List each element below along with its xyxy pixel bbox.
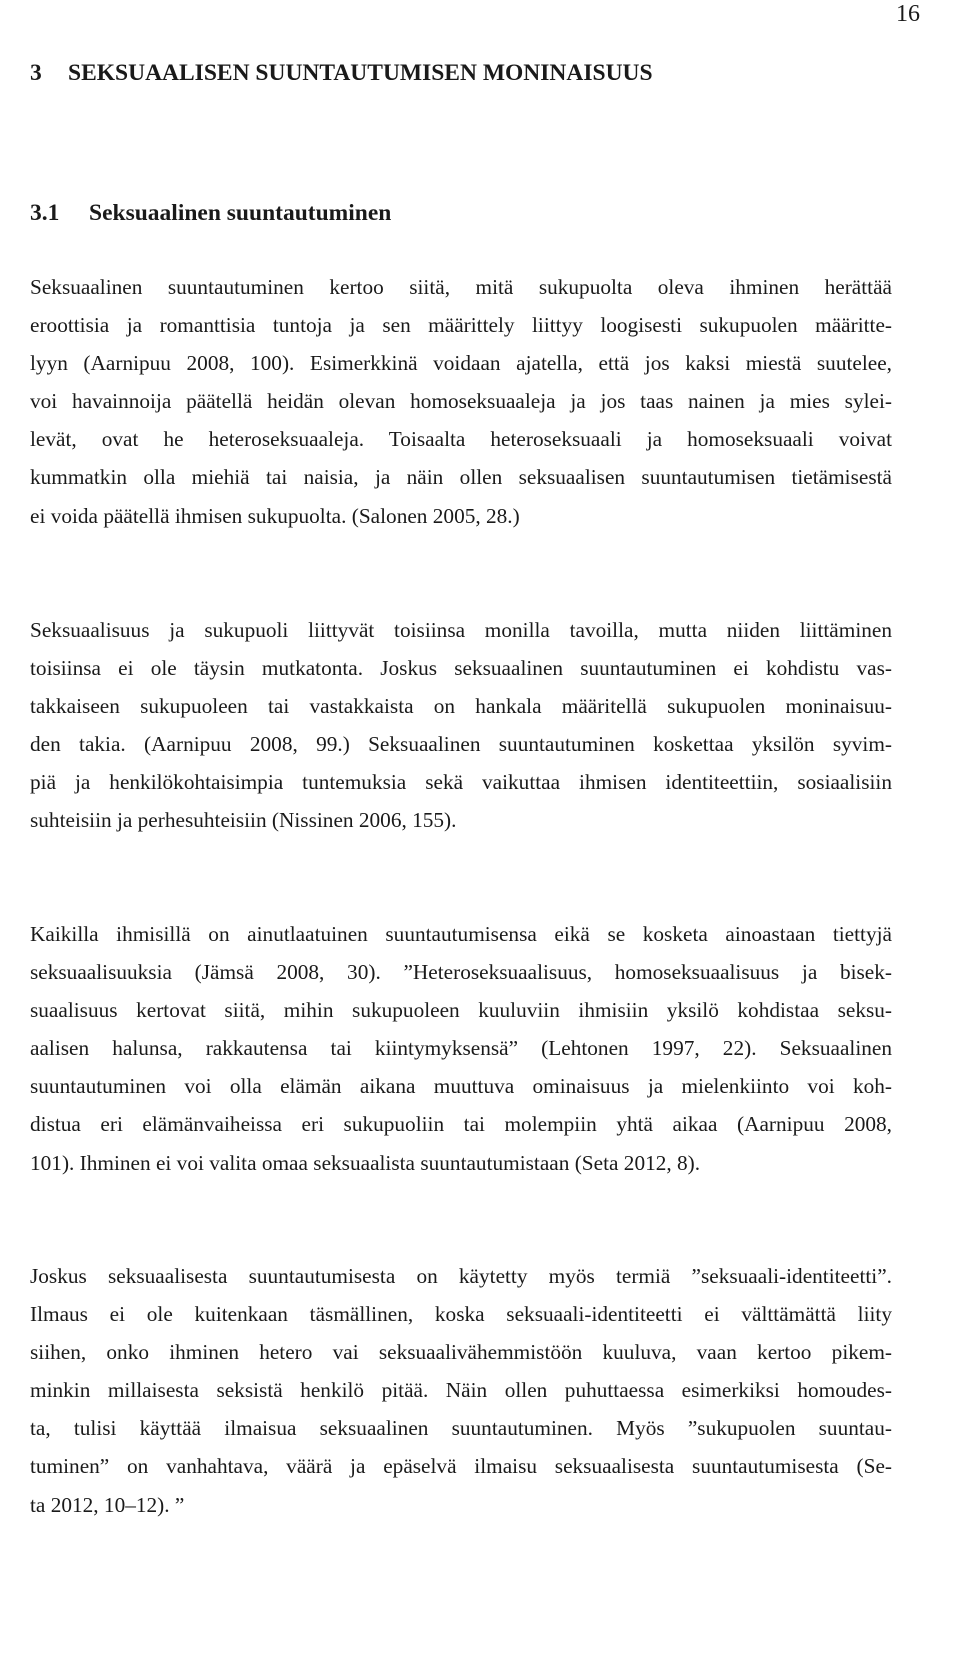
text-line: voi havainnoija päätellä heidän olevan homoseksuaaleja ja jos taas nainen ja mies sylei- xyxy=(30,389,892,414)
text-line: lyyn (Aarnipuu 2008, 100). Esimerkkinä voidaan ajatella, että jos kaksi miestä suutelee, xyxy=(30,351,892,376)
text-line: suhteisiin ja perhesuhteisiin (Nissinen 2006, 155). xyxy=(30,808,457,833)
text-line: takkaiseen sukupuoleen tai vastakkaista on hankala määritellä sukupuolen moninaisuu- xyxy=(30,694,892,719)
text-line: Kaikilla ihmisillä on ainutlaatuinen suuntautumisensa eikä se kosketa ainoastaan tiettyjä xyxy=(30,922,892,946)
text-line: kummatkin olla miehiä tai naisia, ja näin ollen seksuaalisen suuntautumisen tietämisestä xyxy=(30,465,892,490)
text-line: tuminen” on vanhahtava, väärä ja epäselvä ilmaisu seksuaalisesta suuntautumisesta (Se- xyxy=(30,1454,892,1479)
text-line: ei voida päätellä ihmisen sukupuolta. (Salonen 2005, 28.) xyxy=(30,503,520,528)
text-line: suuntautuminen voi olla elämän aikana muuttuva ominaisuus ja mielenkiinto voi koh- xyxy=(30,1074,892,1099)
text-line: seksuaalisuuksia (Jämsä 2008, 30). ”Heteroseksuaalisuus, homoseksuaalisuus ja bisek- xyxy=(30,960,892,985)
chapter-number: 3 xyxy=(30,60,42,86)
paragraph-3 xyxy=(30,915,892,1182)
text-line: distua eri elämänvaiheissa eri sukupuoliin tai molempiin yhtä aikaa (Aarnipuu 2008, xyxy=(30,1112,892,1137)
paragraph-4 xyxy=(30,1257,892,1524)
text-line: suaalisuus kertovat siitä, mihin sukupuoleen kuuluviin ihmisiin yksilö kohdistaa seksu- xyxy=(30,998,892,1023)
text-line: den takia. (Aarnipuu 2008, 99.) Seksuaalinen suuntautuminen koskettaa yksilön syvim- xyxy=(30,732,892,757)
text-line: toisiinsa ei ole täysin mutkatonta. Joskus seksuaalinen suuntautuminen ei kohdistu vas- xyxy=(30,656,892,681)
section-heading xyxy=(30,198,391,228)
chapter-heading xyxy=(30,58,653,88)
chapter-title: SEKSUAALISEN SUUNTAUTUMISEN MONINAISUUS xyxy=(68,60,653,86)
text-line: minkin millaisesta seksistä henkilö pitää. Näin ollen puhuttaessa esimerkiksi homoudes- xyxy=(30,1378,892,1403)
text-line: ta 2012, 10–12). ” xyxy=(30,1492,185,1517)
section-number: 3.1 xyxy=(30,200,60,226)
text-line: siihen, onko ihminen hetero vai seksuaalivähemmistöön kuuluva, vaan kertoo pikem- xyxy=(30,1340,892,1365)
text-line: levät, ovat he heteroseksuaaleja. Toisaalta heteroseksuaali ja homoseksuaali voivat xyxy=(30,427,892,452)
text-line: aalisen halunsa, rakkautensa tai kiintymyksensä” (Lehtonen 1997, 22). Seksuaalinen xyxy=(30,1036,892,1061)
text-line: eroottisia ja romanttisia tuntoja ja sen määrittely liittyy loogisesti sukupuolen määritte- xyxy=(30,313,892,338)
paragraph-2 xyxy=(30,611,892,840)
page-number: 16 xyxy=(896,1,920,27)
paragraph-1 xyxy=(30,268,892,535)
text-line: Seksuaalisuus ja sukupuoli liittyvät toisiinsa monilla tavoilla, mutta niiden liittäminen xyxy=(30,618,892,642)
text-line: Joskus seksuaalisesta suuntautumisesta on käytetty myös termiä ”seksuaali-identiteetti”. xyxy=(30,1264,892,1288)
section-title: Seksuaalinen suuntautuminen xyxy=(89,200,392,226)
text-line: ta, tulisi käyttää ilmaisua seksuaalinen suuntautuminen. Myös ”sukupuolen suuntau- xyxy=(30,1416,892,1441)
text-line: Ilmaus ei ole kuitenkaan täsmällinen, koska seksuaali-identiteetti ei välttämättä liity xyxy=(30,1302,892,1327)
text-line: 101). Ihminen ei voi valita omaa seksuaalista suuntautumistaan (Seta 2012, 8). xyxy=(30,1150,701,1175)
text-line: piä ja henkilökohtaisimpia tuntemuksia sekä vaikuttaa ihmisen identiteettiin, sosiaalisiin xyxy=(30,770,892,795)
text-line: Seksuaalinen suuntautuminen kertoo siitä, mitä sukupuolta oleva ihminen herättää xyxy=(30,275,892,299)
